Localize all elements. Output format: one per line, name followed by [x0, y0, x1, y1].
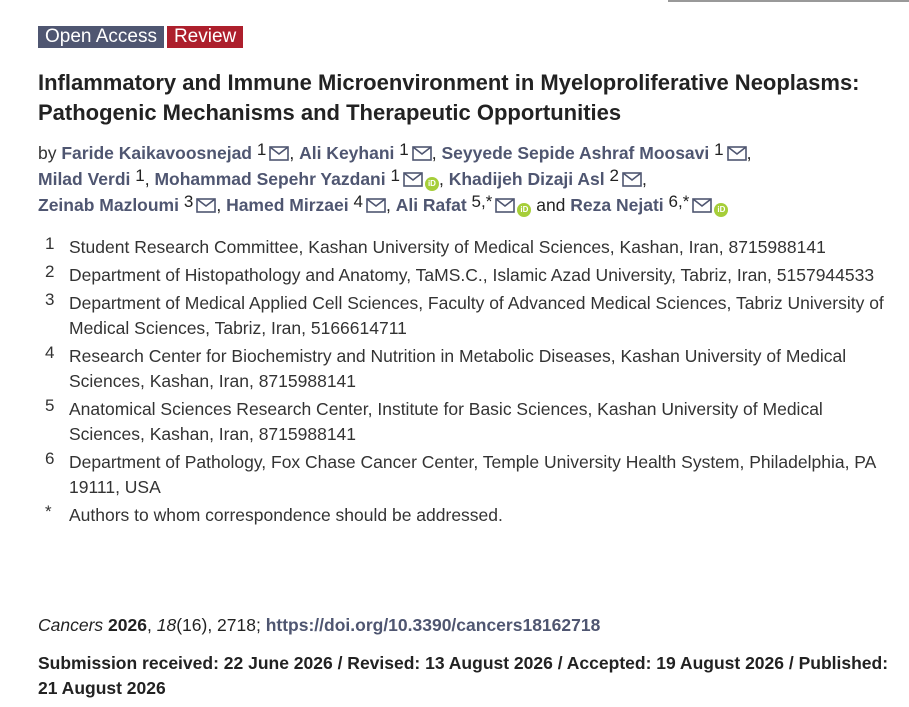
author-affiliation-number: 5,*: [471, 192, 493, 211]
doi-link[interactable]: https://doi.org/10.3390/cancers18162718: [265, 615, 601, 635]
email-icon[interactable]: [196, 198, 216, 213]
open-access-badge[interactable]: Open Access: [38, 26, 164, 48]
author-affiliation-number: 1: [390, 166, 400, 185]
email-icon[interactable]: [692, 198, 712, 213]
author-affiliation-number: 4: [353, 192, 363, 211]
author-name[interactable]: Zeinab Mazloumi: [38, 195, 179, 215]
author-name[interactable]: Reza Nejati: [570, 195, 664, 215]
affiliation-text: Anatomical Sciences Research Center, Institute for Basic Sciences, Kashan University of Medical Sciences, Kashan, Iran, 8715988141: [69, 399, 823, 444]
author-affiliation-number: 1: [135, 166, 145, 185]
email-icon[interactable]: [403, 172, 423, 187]
email-icon[interactable]: [495, 198, 515, 213]
author-list: by Faride Kaikavoosnejad $^1$ , Ali Keyhani $^1$ , Seyyede Sepide Ashraf Moosavi $^1$ , Milad Verdi $^1$, Mohammad Sepehr Yazdani $^1$ iD , Khadijeh Dizaji Asl $^2$ , Zeinab Mazloumi $^3$ , Hamed Mirzaei $^4$ , Ali Rafat $^{5,*}$ iD and Reza Nejati $^{6,*}$ iD: [38, 140, 752, 215]
orcid-icon[interactable]: iD: [714, 203, 728, 217]
author-name[interactable]: Milad Verdi: [38, 169, 131, 189]
author-affiliation-number: 3: [183, 192, 194, 211]
author-name[interactable]: Seyyede Sepide Ashraf Moosavi: [441, 143, 710, 163]
affiliation-item: [38, 397, 898, 447]
affiliation-item: [38, 450, 898, 500]
affiliation-item: [38, 291, 898, 341]
top-divider: [668, 0, 909, 2]
affiliation-item: [38, 503, 898, 528]
affiliation-item: [38, 263, 898, 288]
citation-volume: 18: [156, 615, 177, 635]
affiliation-text: Department of Pathology, Fox Chase Cancer Center, Temple University Health System, Philadelphia, PA 19111, USA: [69, 452, 876, 497]
citation-article: , 2718;: [207, 615, 266, 635]
journal-name: Cancers: [38, 615, 104, 635]
affiliation-number: 4: [45, 343, 55, 362]
affiliation-number: 6: [45, 449, 55, 468]
affiliation-item: [38, 235, 898, 260]
publication-dates: Submission received: 22 June 2026 / Revised: 13 August 2026 / Accepted: 19 August 2026 / Published: 21 August 2026: [38, 653, 889, 698]
affiliation-text: Department of Histopathology and Anatomy, TaMS.C., Islamic Azad University, Tabriz, Iran, 5157944533: [69, 265, 875, 285]
author-affiliation-number: 1: [256, 140, 267, 159]
author-affiliation-number: 1: [399, 140, 409, 159]
orcid-icon[interactable]: iD: [517, 203, 531, 217]
citation-year: 2026: [108, 615, 147, 635]
author-name[interactable]: Mohammad Sepehr Yazdani: [154, 169, 386, 189]
email-icon[interactable]: [727, 146, 747, 161]
affiliation-text: Student Research Committee, Kashan University of Medical Sciences, Kashan, Iran, 8715988141: [69, 237, 826, 257]
affiliation-number: 5: [45, 396, 55, 415]
email-icon[interactable]: [622, 172, 642, 187]
author-affiliation-number: 1: [714, 140, 724, 159]
affiliation-number: 1: [45, 234, 55, 253]
author-affiliation-number: 6,*: [668, 192, 690, 211]
orcid-icon[interactable]: iD: [425, 177, 439, 191]
affiliation-text: Department of Medical Applied Cell Sciences, Faculty of Advanced Medical Sciences, Tabriz University of Medical Sciences, Tabriz, Iran, 5166614711: [69, 293, 884, 338]
citation-issue: (16): [176, 615, 208, 635]
author-name[interactable]: Khadijeh Dizaji Asl: [448, 169, 605, 189]
affiliation-number: *: [45, 502, 52, 521]
author-name[interactable]: Faride Kaikavoosnejad: [61, 143, 252, 163]
author-affiliation-number: 2: [609, 166, 619, 185]
author-name[interactable]: Ali Keyhani: [299, 143, 395, 163]
affiliation-number: 3: [45, 290, 55, 309]
and-label: and: [536, 195, 566, 215]
by-label: by: [38, 143, 57, 163]
affiliation-list: [38, 235, 898, 531]
article-title: Inflammatory and Immune Microenvironment in Myeloproliferative Neoplasms: Pathogenic Mechanisms and Therapeutic Opportunities: [38, 70, 860, 125]
review-badge[interactable]: Review: [167, 26, 243, 48]
affiliation-text: Research Center for Biochemistry and Nutrition in Metabolic Diseases, Kashan University of Medical Sciences, Kashan, Iran, 8715988141: [69, 346, 847, 391]
affiliation-item: [38, 344, 898, 394]
author-name[interactable]: Ali Rafat: [395, 195, 467, 215]
article-badges: [38, 26, 243, 48]
citation: Cancers 2026, 18(16), 2718; https://doi.org/10.3390/cancers18162718: [38, 615, 601, 635]
author-name[interactable]: Hamed Mirzaei: [226, 195, 349, 215]
email-icon[interactable]: [366, 198, 386, 213]
email-icon[interactable]: [269, 146, 289, 161]
affiliation-text: Authors to whom correspondence should be addressed.: [69, 505, 503, 525]
email-icon[interactable]: [412, 146, 432, 161]
affiliation-number: 2: [45, 262, 55, 281]
